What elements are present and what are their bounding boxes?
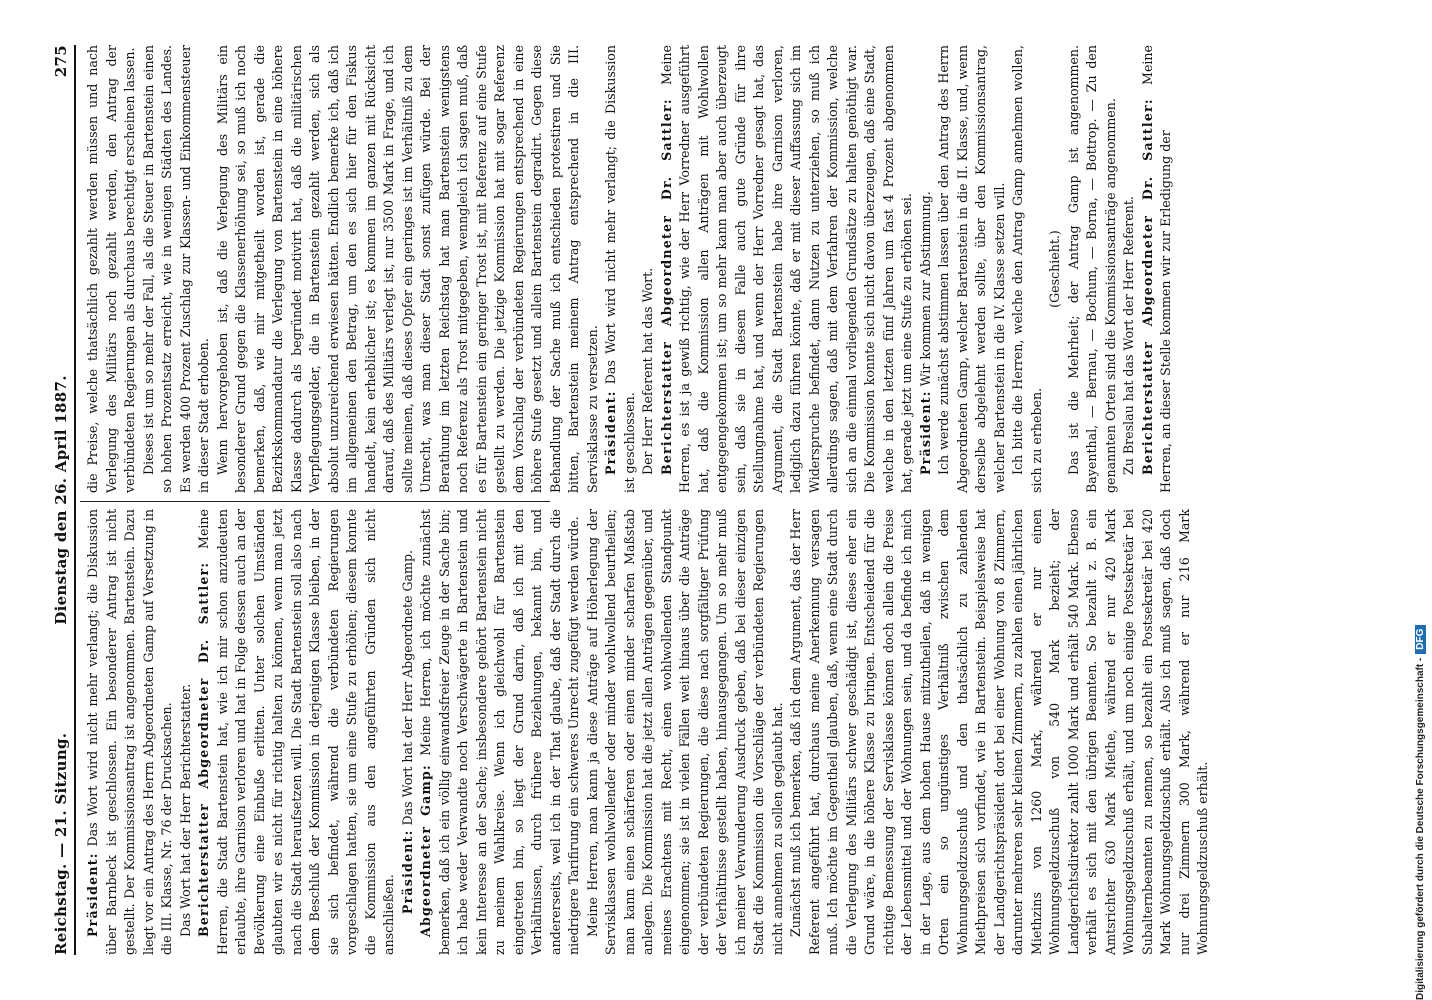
speaker-label: Abgeordneter Gamp: <box>418 764 433 937</box>
paragraph-text: Das Wort hat der Herr Berichterstatter. <box>177 683 193 937</box>
speaker-label: Berichterstatter Abgeordneter Dr. Sattler: <box>1139 98 1155 475</box>
paragraph-text: Meine Herren, ich möchte zunächst bemerken, daß ich ein völlig einwandsfreier Zeuge in der Sache bin; ich habe weder Verwandte noch Verschwägerte in Bartenstein und kein Interesse an der Sache; insbesondere gehört Bartenstein nicht zu meinem Wahlkreise. Wenn ich gleichwohl für Bartenstein eingetreten bin, so liegt der Grund darin, daß ich mit den Verhältnissen, durch frühere Beziehungen, bekannt bin, und andererseits, weil ich in der That glaube, daß der Stadt durch die niedrigere Tarifirung ein schweres Unrecht zugefügt werden würde. <box>418 509 581 955</box>
paragraph <box>1009 45 1046 493</box>
speaker-label: Präsident: <box>399 829 415 915</box>
paragraph <box>195 509 399 955</box>
paragraph <box>417 509 584 955</box>
paragraph-text: Der Herr Referent hat das Wort. <box>640 267 655 475</box>
paragraph-text: Wenn hervorgehoben ist, daß die Verlegung des Militärs ein besonderer Grund gegen die Klassenerhöhung sei, so muß ich noch bemerken, daß, wie mir mitgetheilt worden ist, gerade die Bezirkskommandatur die Verlegung von Bartenstein in eine höhere Klasse dadurch als begründet motivirt hat, daß die militärischen Verpflegungsgelder, die in Bartenstein gezahlt werden, sich als absolut unzureichend erwiesen hätten. Endlich bemerke ich, daß ich im allgemeinen den Betrag, um den es sich hier für den Fiskus handelt, kein erheblicher ist; es kommen im ganzen mit Rücksicht darauf, daß des Militärs verlegt ist, nur 3500 Mark in Frage, und ich sollte meinen, daß dieses Opfer ein geringes ist im Verhältniß zu dem Unrecht, was man dieser Stadt sonst zufügen würde. Bei der Berathung im letzten Reichstag hat man Bartenstein wenigstens noch Referenz als Trost mitgegeben, wenngleich ich sagen muß, daß es für Bartenstein ein geringer Trost ist, mit Referenz auf eine Stufe gestellt zu werden. Die jetzige Kommission hat mit sogar Referenz dem Vorschlag der verbündeten Regierungen entsprechend in eine höhere Stufe gesetzt und allein Bartenstein degradirt. Gegen diese Behandlung der Sache muß ich entschieden protestiren und Sie bitten, Bartenstein meinem Antrag entsprechend in die III. Servisklasse zu versetzen. <box>214 45 600 493</box>
paragraph <box>399 509 418 955</box>
speaker-label: Berichterstatter Abgeordneter Dr. Sattler: <box>196 561 211 937</box>
paragraph-text: Ich bitte die Herren, welche den Antrag Gamp annehmen wollen, sich zu erheben. <box>1010 45 1044 493</box>
paragraph-text: Meine Herren, an dieser Stelle kommen wir zur Erledigung der <box>1139 45 1173 493</box>
digitization-credit <box>1415 5 1429 1000</box>
paragraph <box>917 45 936 493</box>
paragraph-text: Zu Breslau hat das Wort der Herr Referent. <box>1121 196 1136 475</box>
paragraph <box>935 45 1009 493</box>
paragraph <box>1120 45 1139 493</box>
paragraph-text: Meine Herren, es ist ja gewiß richtig, wie der Herr Vorredner ausgeführt hat, daß die Kommission allen Anträgen mit Wohlwollen entgegengekommen ist; um so mehr kann man aber auch überzeugt sein, daß sie in diesem Falle auch gute Gründe für ihre Stellungnahme hat, und wenn der Herr Vorredner gesagt hat, das Argument, die Stadt Bartenstein habe ihre Garnison verloren, lediglich dazu führen könnte, daß er mit dieser Auffassung sich im Widerspruche befindet, dann Nutzen zu unterziehen, so muß ich allerdings sagen, daß mit dem Verfahren der Kommission, welche sich an die einmal vorliegenden Grundsätze zu halten genöthigt war. Die Kommission konnte sich nicht davon überzeugen, daß eine Stadt, welche in den letzten fünf Jahren um fast 4 Prozent abgenommen hat, gerade jetzt um eine Stufe zu erhöhen sei. <box>658 45 914 493</box>
page-number: 275 <box>52 45 70 78</box>
column-divider <box>80 501 550 502</box>
paragraph-text: Meine Herren, man kann ja diese Anträge auf Höherlegung der Servisklassen wohlwollender oder minder wohlwollend beurtheilen; man kann einen schärferen oder einen minder scharfen Maßstab anlegen. Die Kommission hat die jetzt allen Anträgen gegenüber, und meines Erachtens mit Recht, einen wohlwollenden Standpunkt eingenommen; sie ist in vielen Fällen weit hinaus über die Anträge der verbündeten Regierungen, die diese nach sorgfältiger Prüfung der Verhältnisse gestellt haben, hinausgegangen. Um so mehr muß ich meiner Verwunderung Ausdruck geben, daß bei dieser einzigen Stadt die Kommission die Vorschläge der verbündeten Regierungen nicht annehmen zu sollen geglaubt hat. <box>584 509 785 955</box>
text-column-left <box>84 509 1213 955</box>
paragraph-text: Das Wort wird nicht mehr verlangt; die Diskussion über Barnbeck ist geschlossen. Ein besonderer Antrag ist nicht gestellt. Der Kommissionsantrag ist angenommen. Bartenstein. Dazu liegt vor ein Antrag des Herrn Abgeordneten Gamp auf Versetzung in die III. Klasse, Nr. 76 der Drucksachen. <box>85 509 174 955</box>
paragraph <box>214 45 603 493</box>
paragraph-text: Das Wort wird nicht mehr verlangt; die Diskussion ist geschlossen. <box>603 45 637 493</box>
running-head <box>50 45 76 955</box>
speaker-label: Präsident: <box>85 852 100 937</box>
paragraph <box>639 45 658 493</box>
dfg-logo: DFG <box>1415 625 1426 654</box>
running-head-left: Reichstag. — 21. Sitzung. <box>52 732 70 955</box>
paragraph <box>584 509 788 955</box>
speaker-label: Präsident: <box>603 390 618 475</box>
paragraph <box>1046 45 1065 493</box>
speaker-label: Berichterstatter Abgeordneter Dr. Sattler: <box>658 98 674 475</box>
printed-sheet <box>50 45 1405 955</box>
paragraph <box>602 45 639 493</box>
paragraph <box>1065 45 1121 493</box>
paragraph-text: die Preise, welche thatsächlich gezahlt werden müssen und nach Verlegung des Militärs noch gezahlt werden, den Antrag der verbündeten Regierungen als durchaus berechtigt erscheinen lassen. <box>85 45 137 493</box>
paragraph-text: Das Wort hat der Herr Abgeordnete Gamp. <box>399 549 415 826</box>
credit-text: Digitalisierung gefördert durch die Deutsche Forschungsgemeinschaft - <box>1415 657 1426 1000</box>
paragraph-text: Ich werde zunächst abstimmen lassen über den Antrag des Herrn Abgeordneten Gamp, welcher Bartenstein in die II. Klasse, und, wenn derselbe abgelehnt werden sollte, über den Kommissionsantrag, welcher Bartenstein in die IV. Klasse setzen will. <box>936 45 1007 493</box>
paragraph <box>140 45 214 493</box>
paragraph <box>177 509 196 955</box>
paragraph <box>658 45 917 493</box>
paragraph <box>787 509 1213 955</box>
text-column-right <box>84 45 1176 493</box>
running-head-date: Dienstag den 26. April 1887. <box>52 375 70 625</box>
paragraph-text: Wir kommen zur Abstimmung. <box>917 191 933 387</box>
paragraph <box>1139 45 1176 493</box>
speaker-label: Präsident: <box>917 390 933 475</box>
paragraph-text: Das ist die Mehrheit; der Antrag Gamp ist angenommen. Bayenthal, — Bernau, — Bochum, — Borna, — Bottrop. — Zu den genannten Orten sind die Kommissionsanträge angenommen. <box>1065 45 1118 493</box>
paragraph <box>84 45 140 493</box>
paragraph-text: Meine Herren, die Stadt Bartenstein hat, wie ich mir schon anzudeuten erlaubte, ihre Garnison verloren und hat in Folge dessen auch an der Bevölkerung eine Einbuße erlitten. Unter solchen Umständen glaubten wir es nicht für richtig halten zu können, wenn man jetzt nach die Stadt heraufsetzen will. Die Stadt Bartenstein soll also nach dem Beschluß der Kommission in derjenigen Klasse bleiben, in der sie sich befindet, während die verbündeten Regierungen vorgeschlagen hatten, sie um eine Stufe zu erhöhen; diesem konnte die Kommission aus den angeführten Gründen sich nicht anschließen. <box>196 509 396 955</box>
paragraph-text: Dieses ist um so mehr der Fall, als die Steuer in Bartenstein einen so hohen Prozentsatz erreicht, wie in wenigen Städten des Landes. Es werden 400 Prozent Zuschlag zur Klassen- und Einkommensteuer in dieser Stadt erhoben. <box>140 45 211 493</box>
paragraph <box>84 509 177 955</box>
paragraph-text: (Geschieht.) <box>1047 230 1062 308</box>
paragraph-text: Zunächst muß ich bemerken, daß ich dem Argument, das der Herr Referent angeführt hat, durchaus meine Anerkennung versagen muß. Ich möchte im Gegentheil glauben, daß, wenn eine Stadt durch die Verlegung des Militärs schwer geschädigt ist, dieses eher ein Grund wäre, in die höhere Klasse zu bringen. Entscheidend für die richtige Bemessung der Servisklasse können doch allein die Preise der Lebensmittel und der Wohnungen sein, und da befinde ich mich in der Lage, aus dem hohen Hause mitzutheilen, daß in wenigen Orten ein so ungünstiges Verhältniß zwischen dem Wohnungsgeldzuschuß und den thatsächlich zu zahlenden Miethpreisen sich vorfindet, wie in Bartenstein. Beispielsweise hat der Landgerichtspräsident dort bei einer Wohnung von 8 Zimmern, darunter mehreren sehr kleinen Zimmern, zu zahlen einen jährlichen Miethzins von 1260 Mark, während er nur einen Wohnungsgeldzuschuß von 540 Mark bezieht; der Landgerichtsdirektor zahlt 1000 Mark und erhält 540 Mark. Ebenso verhält es sich mit den übrigen Beamten. So bezahlt z. B. ein Amtsrichter 630 Mark Miethe, während er nur 420 Mark Wohnungsgeldzuschuß erhält, und um noch einige Postsekretär bei Subalternbeamten zu nennen, so bezahlt ein Postsekretär bei 420 Mark Wohnungsgeldzuschuß erhält. Also ich muß sagen, daß doch nur drei Zimmern 300 Mark, während er nur 216 Mark Wohnungsgeldzuschuß erhält. <box>788 509 1210 955</box>
